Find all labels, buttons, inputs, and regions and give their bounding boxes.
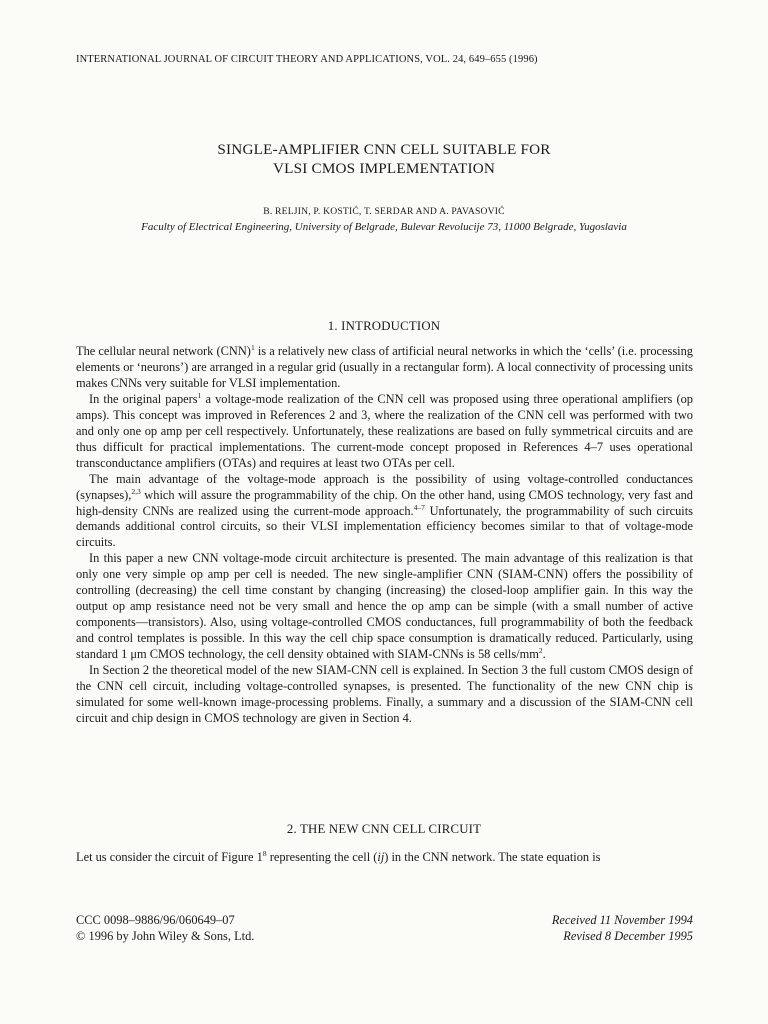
intro-paragraph-2: In the original papers$^1$ a voltage-mode realization of the CNN cell was proposed using three operational amplifiers (op amps). This concept was improved in References 2 and 3, where the realization of the CNN cell was performed with two and only one op amp per cell respectively. Unfortunately, these realizations are based on fully symmetrical circuits and are thus difficult for practical implementations. The current-mode concept proposed in References 4–7 uses operational transconductance amplifiers (OTAs) and requires at least two OTAs per cell. [76, 390, 693, 470]
footer-right [552, 912, 693, 944]
paper-title [0, 140, 768, 178]
affiliation: Faculty of Electrical Engineering, University of Belgrade, Bulevar Revolucije 73, 11000 Belgrade, Yugoslavia [141, 221, 627, 233]
intro-paragraph-1: The cellular neural network (CNN)$^1$ is a relatively new class of artificial neural networks in which the ‘cells’ (i.e. processing elements or ‘neurons’) are arranged in a regular grid (usually in a rectangular form). A local connectivity of processing units makes CNNs very suitable for VLSI implementation. [76, 343, 694, 390]
introduction-body [76, 344, 693, 727]
citation: 4–7 [413, 502, 425, 512]
revised-date: Revised 8 December 1995 [563, 929, 693, 943]
intro-paragraph-5: In Section 2 the theoretical model of the new SIAM-CNN cell is explained. In Section 3 the full custom CMOS design of the CNN cell circuit, including voltage-controlled synapses, is presented. The functionality of the new CNN chip is simulated for some well-known image-processing problems. Finally, a summary and a discussion of the SIAM-CNN cell circuit and chip design in CMOS technology are given in Section 4. [76, 663, 693, 725]
footer-left [76, 912, 254, 944]
citation: 8 [262, 849, 267, 858]
journal-header: INTERNATIONAL JOURNAL OF CIRCUIT THEORY AND APPLICATIONS, VOL. 24, 649–655 (1996) [76, 54, 538, 65]
title-line-1: SINGLE-AMPLIFIER CNN CELL SUITABLE FOR [217, 141, 551, 158]
intro-paragraph-3: The main advantage of the voltage-mode approach is the possibility of using voltage-controlled conductances (synapses),$^{2,3}$ which will assure the programmability of the chip. On the other hand, using CMOS technology, very fast and high-density CNNs are realized using the current-mode approach.$^{4-7}$ Unfortunately, the programmability of such circuits demands additional control circuits, so their VLSI implementation efficiency becomes similar to that of voltage-mode circuits. [76, 471, 693, 550]
authors: B. RELJIN, P. KOSTIĆ, T. SERDAR AND A. PAVASOVIĆ [263, 206, 505, 217]
citation: 1 [250, 343, 255, 352]
section-2-body [76, 850, 693, 866]
section-1-heading: 1. INTRODUCTION [327, 319, 441, 333]
superscript: 2 [538, 646, 543, 656]
intro-paragraph-4: In this paper a new CNN voltage-mode circuit architecture is presented. The main advantage of this realization is that only one very simple op amp per cell is needed. The new single-amplifier CNN (SIAM-CNN) offers the possibility of controlling (decreasing) the cell time constant by changing (increasing) the closed-loop amplifier gain. In this way the output op amp resistance need not be very small and hence the op amp can be simple (with a small number of active components—transistors). Also, using voltage-controlled CMOS conductances, full programmability of both the feedback and control templates is possible. In this way the cell chip space consumption is dramatically reduced. Particularly, using standard 1 μm CMOS technology, the cell density obtained with SIAM-CNNs is 58 cells/$mm^2$. [76, 551, 693, 662]
received-date: Received 11 November 1994 [551, 913, 693, 927]
copyright: © 1996 by John Wiley & Sons, Ltd. [76, 929, 255, 943]
section-2-heading: 2. THE NEW CNN CELL CIRCUIT [286, 822, 482, 836]
ccc-code: CCC 0098–9886/96/060649–07 [76, 913, 235, 927]
section-2-paragraph-1: Let us consider the circuit of Figure $1^8$ representing the cell (ij) in the CNN network. The state equation is [76, 849, 601, 864]
citation: 1 [197, 390, 202, 400]
citation: 2,3 [131, 486, 141, 496]
title-line-2: VLSI CMOS IMPLEMENTATION [272, 160, 496, 177]
